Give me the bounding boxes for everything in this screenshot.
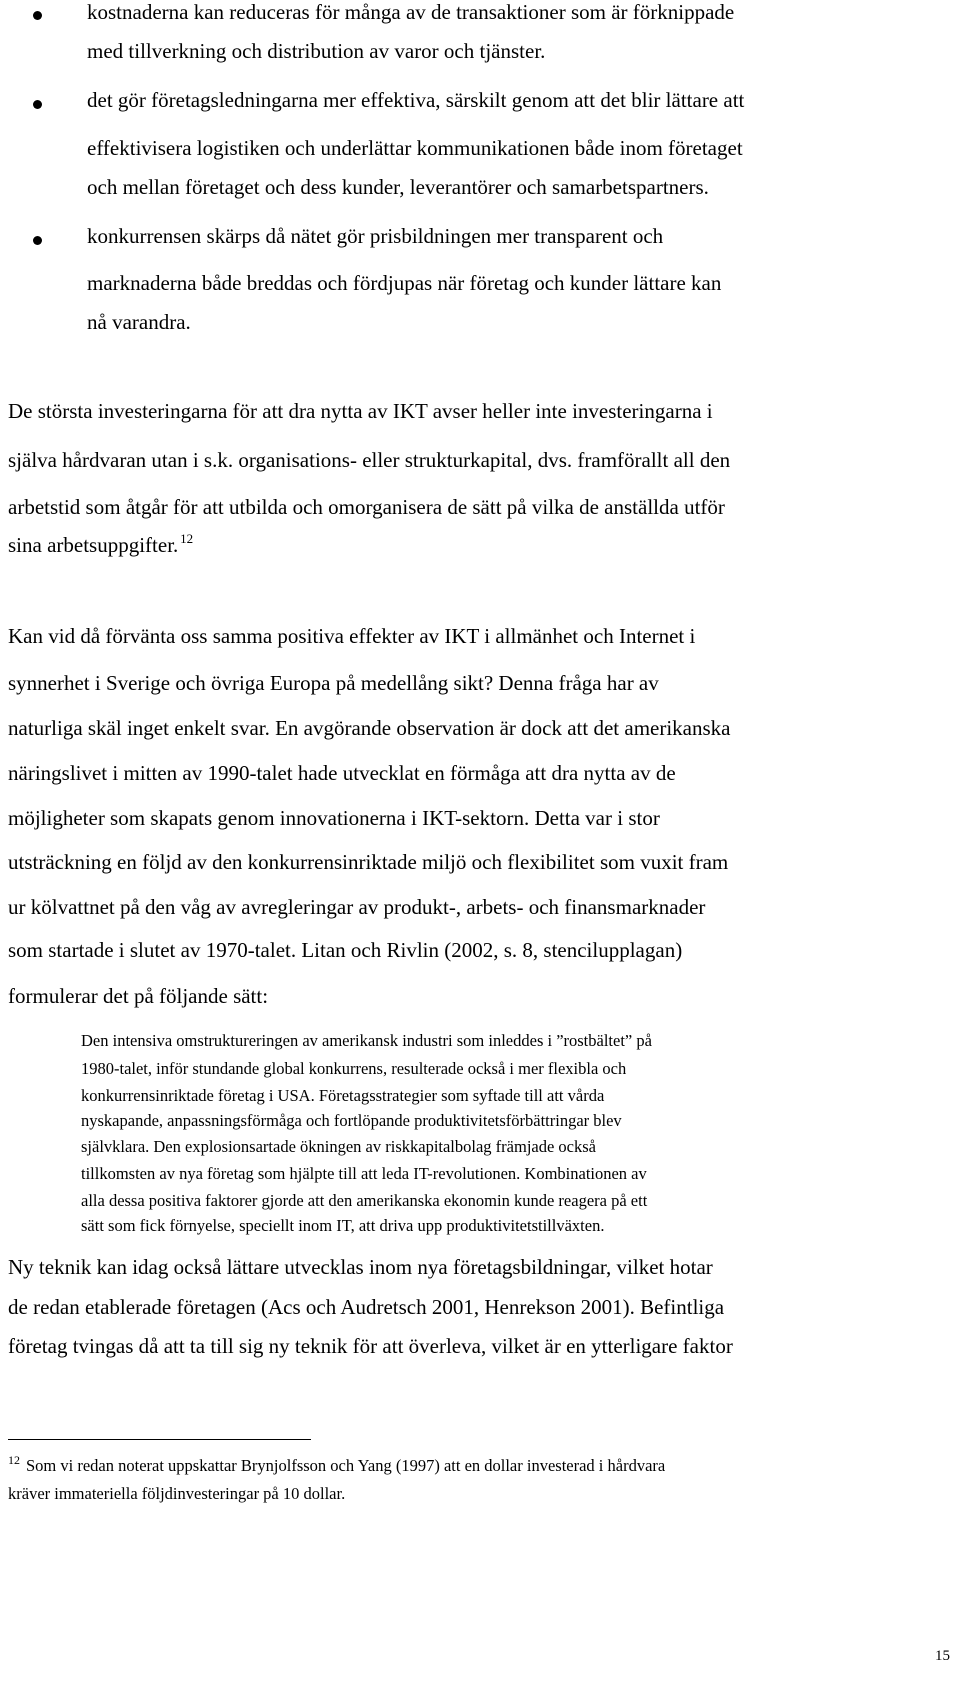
bullet-3-line-1: konkurrensen skärps då nätet gör prisbildningen mer transparent och	[87, 224, 664, 248]
bullet-2-line-1: det gör företagsledningarna mer effektiva, särskilt genom att det blir lättare att	[87, 88, 745, 112]
bullet-icon	[33, 100, 42, 109]
bullet-1-line-2: med tillverkning och distribution av varor och tjänster.	[87, 39, 546, 63]
paragraph-2-line-5: möjligheter som skapats genom innovationerna i IKT-sektorn. Detta var i stor	[8, 806, 660, 830]
paragraph-2-line-7: ur kölvattnet på den våg av avregleringar av produkt-, arbets- och finansmarknader	[8, 895, 706, 919]
footnote-line-1	[8, 1453, 666, 1476]
paragraph-2-line-3: naturliga skäl inget enkelt svar. En avgörande observation är dock att det amerikanska	[8, 716, 731, 740]
quote-line-2: 1980-talet, inför stundande global konkurrens, resulterade också i mer flexibla och	[81, 1059, 627, 1078]
paragraph-2-line-6: utsträckning en följd av den konkurrensinriktade miljö och flexibilitet som vuxit fram	[8, 850, 729, 874]
footnote-separator	[8, 1439, 311, 1440]
bullet-3-line-3: nå varandra.	[87, 310, 191, 334]
paragraph-1-line-2: själva hårdvaran utan i s.k. organisations- eller strukturkapital, dvs. framförallt all den	[8, 448, 731, 472]
bullet-2-line-3: och mellan företaget och dess kunder, leverantörer och samarbetspartners.	[87, 175, 709, 199]
quote-line-3: konkurrensinriktade företag i USA. Företagsstrategier som syftade till att vårda	[81, 1086, 605, 1105]
paragraph-1-line-4	[8, 533, 193, 558]
paragraph-2-line-4: näringslivet i mitten av 1990-talet hade utvecklat en förmåga att dra nytta av de	[8, 761, 676, 785]
paragraph-1-line-3: arbetstid som åtgår för att utbilda och omorganisera de sätt på vilka de anställda utför	[8, 495, 725, 519]
footnote-reference[interactable]: 12	[180, 531, 194, 546]
paragraph-2-line-2: synnerhet i Sverige och övriga Europa på medellång sikt? Denna fråga har av	[8, 671, 659, 695]
bullet-icon	[33, 236, 42, 245]
paragraph-3-line-3: företag tvingas då att ta till sig ny teknik för att överleva, vilket är en ytterligare faktor	[8, 1334, 733, 1358]
bullet-1-line-1: kostnaderna kan reduceras för många av de transaktioner som är förknippade	[87, 0, 735, 24]
bullet-3-line-2: marknaderna både breddas och fördjupas när företag och kunder lättare kan	[87, 271, 722, 295]
page-number: 15	[935, 1648, 950, 1664]
quote-line-6: tillkomsten av nya företag som hjälpte till att leda IT-revolutionen. Kombinationen av	[81, 1164, 647, 1183]
bullet-icon	[33, 11, 42, 20]
quote-line-1: Den intensiva omstruktureringen av amerikansk industri som inleddes i ”rostbältet” på	[81, 1031, 652, 1050]
footnote-number: 12	[8, 1453, 20, 1467]
paragraph-2-line-1: Kan vid då förvänta oss samma positiva effekter av IKT i allmänhet och Internet i	[8, 624, 696, 648]
quote-line-5: självklara. Den explosionsartade ökningen av riskkapitalbolag främjade också	[81, 1137, 596, 1156]
paragraph-2-line-9: formulerar det på följande sätt:	[8, 984, 269, 1008]
quote-line-4: nyskapande, anpassningsförmåga och fortlöpande produktivitetsförbättringar blev	[81, 1111, 622, 1130]
bullet-2-line-2: effektivisera logistiken och underlättar kommunikationen både inom företaget	[87, 136, 743, 160]
paragraph-2-line-8: som startade i slutet av 1970-talet. Litan och Rivlin (2002, s. 8, stencilupplagan)	[8, 938, 683, 962]
paragraph-3-line-2: de redan etablerade företagen (Acs och Audretsch 2001, Henrekson 2001). Befintliga	[8, 1295, 725, 1319]
footnote-line-2: kräver immateriella följdinvesteringar på 10 dollar.	[8, 1484, 346, 1503]
footnote-text-1: Som vi redan noterat uppskattar Brynjolfsson och Yang (1997) att en dollar investerad i hårdvara	[26, 1456, 666, 1475]
paragraph-1-line-1: De största investeringarna för att dra nytta av IKT avser heller inte investeringarna i	[8, 399, 713, 423]
paragraph-3-line-1: Ny teknik kan idag också lättare utvecklas inom nya företagsbildningar, vilket hotar	[8, 1255, 713, 1279]
quote-line-7: alla dessa positiva faktorer gjorde att den amerikanska ekonomin kunde reagera på ett	[81, 1191, 648, 1210]
paragraph-1-line-4-text: sina arbetsuppgifter.	[8, 533, 179, 557]
quote-line-8: sätt som fick förnyelse, speciellt inom IT, att driva upp produktivitetstillväxten.	[81, 1216, 605, 1235]
